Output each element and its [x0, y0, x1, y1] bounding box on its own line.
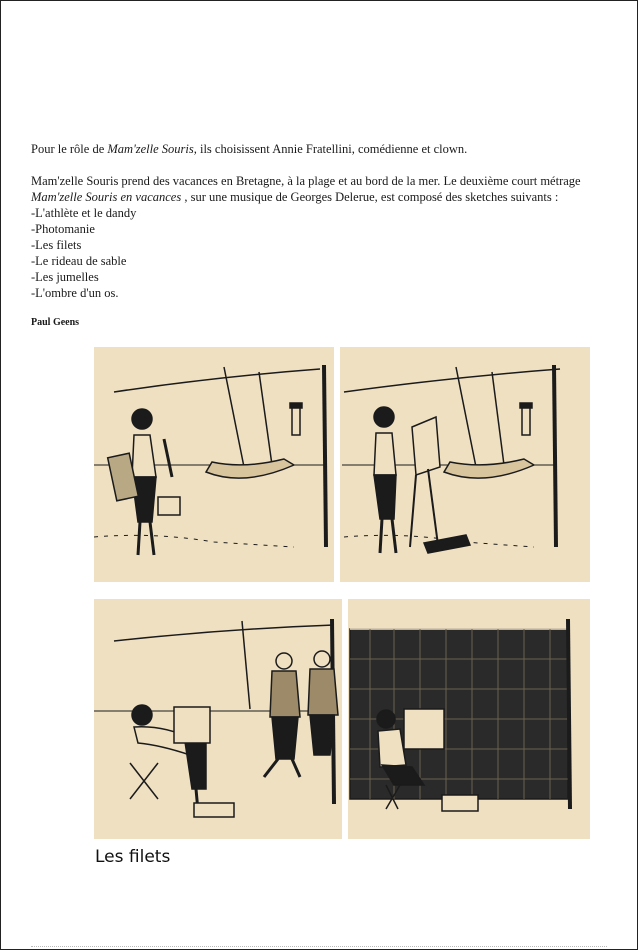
- sketch-item: -Photomanie: [31, 222, 95, 236]
- intro-prefix: Pour le rôle de: [31, 142, 108, 156]
- intro-suffix: ils choisissent Annie Fratellini, comédienne et clown.: [196, 142, 468, 156]
- second-line2: , sur une musique de Georges Delerue, est composé des sketches suivants :: [181, 190, 559, 204]
- comic-strip-bottom-illustration: [94, 599, 590, 839]
- sketch-item: -Le rideau de sable: [31, 254, 127, 268]
- comic-strip-top-illustration: [94, 347, 590, 582]
- sketch-item: -L'athlète et le dandy: [31, 206, 137, 220]
- sketch-item: -Les filets: [31, 238, 82, 252]
- sketch-item: -L'ombre d'un os.: [31, 286, 119, 300]
- comic-strip-top: [94, 347, 590, 582]
- image-caption: Les filets: [95, 847, 171, 867]
- intro-paragraph: [31, 141, 626, 157]
- sketch-list: [31, 205, 626, 301]
- intro-title: Mam'zelle Souris,: [107, 142, 197, 156]
- second-paragraph: [31, 173, 626, 205]
- second-line1: Mam'zelle Souris prend des vacances en Bretagne, à la plage et au bord de la mer. Le deuxième court métrage: [31, 174, 581, 188]
- footer-divider: [31, 943, 607, 947]
- article-text: [31, 141, 626, 301]
- comic-strip-bottom: [94, 599, 590, 839]
- second-title: Mam'zelle Souris en vacances: [31, 190, 182, 204]
- author-name: Paul Geens: [31, 317, 80, 328]
- sketch-item: -Les jumelles: [31, 270, 99, 284]
